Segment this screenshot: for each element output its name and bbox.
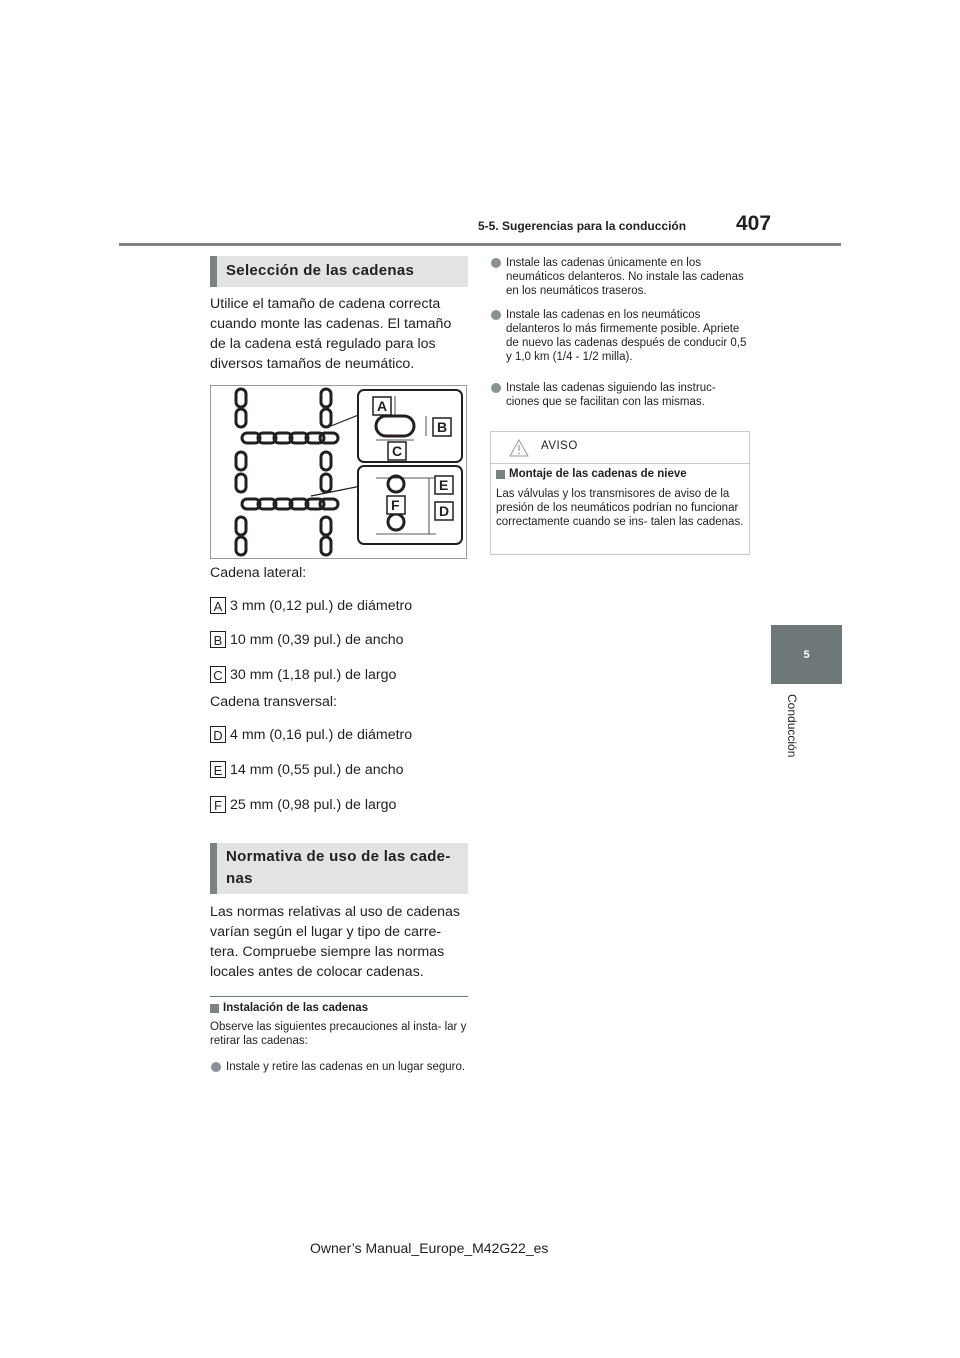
- subsection-divider: [210, 996, 468, 997]
- warning-triangle-icon: [509, 439, 529, 457]
- lateral-label: Cadena lateral:: [210, 565, 307, 581]
- spec-item: [210, 796, 396, 813]
- notice-text: Las válvulas y los transmisores de aviso de la presión de los neumáticos podrían no funcionar correctamente cuando se ins- talen las cadenas.: [496, 488, 744, 528]
- list-item: [491, 381, 751, 409]
- square-bullet-icon: [496, 470, 505, 479]
- footer-text: Owner’s Manual_Europe_M42G22_es: [310, 1240, 549, 1256]
- chapter-tab[interactable]: [771, 625, 842, 684]
- list-item-text: Instale las cadenas siguiendo las instruc- ciones que se facilitan con las mismas.: [506, 382, 716, 408]
- fig-label-d: D: [439, 503, 450, 519]
- chain-figure: [210, 385, 467, 559]
- notice-label: AVISO: [541, 440, 578, 452]
- list-item-text: Instale las cadenas únicamente en los neumáticos delanteros. No instale las cadenas en los neumáticos traseros.: [506, 257, 744, 297]
- transversal-label: Cadena transversal:: [210, 694, 337, 710]
- letter-badge: D: [210, 726, 226, 743]
- notice-subheading-text: Montaje de las cadenas de nieve: [509, 468, 687, 480]
- heading-seleccion: Selección de las cadenas: [210, 256, 468, 287]
- header-divider: [119, 243, 841, 246]
- letter-badge: A: [210, 597, 226, 614]
- subheading-text: Instalación de las cadenas: [223, 1002, 369, 1014]
- fig-label-f: F: [391, 497, 400, 513]
- chapter-number: 5: [803, 648, 810, 661]
- list-item: [491, 308, 751, 364]
- letter-badge: B: [210, 631, 226, 648]
- spec-text: 14 mm (0,55 pul.) de ancho: [230, 761, 404, 778]
- circle-bullet-icon: [491, 258, 501, 268]
- list-item: [211, 1060, 469, 1074]
- fig-label-e: E: [439, 477, 449, 493]
- spec-text: 10 mm (0,39 pul.) de ancho: [230, 631, 404, 648]
- spec-item: [210, 631, 404, 648]
- cross-chain-bottom: [242, 499, 338, 509]
- list-item-text: Instale y retire las cadenas en un lugar seguro.: [226, 1061, 466, 1073]
- section-title: 5-5. Sugerencias para la conducción: [478, 219, 687, 233]
- letter-badge: F: [210, 796, 226, 813]
- spec-item: [210, 597, 412, 614]
- normativa-paragraph: Las normas relativas al uso de cadenas varían según el lugar y tipo de carre- tera. Compruebe siempre las normas locales antes de colocar cadenas.: [210, 904, 460, 980]
- intro-paragraph: Utilice el tamaño de cadena correcta cuando monte las cadenas. El tamaño de la cadena está regulado para los diversos tamaños de neumático.: [210, 296, 452, 372]
- circle-bullet-icon: [211, 1062, 221, 1072]
- subheading-instalacion: [210, 1002, 368, 1014]
- notice-box: [490, 431, 750, 555]
- notice-subheading: [496, 468, 687, 480]
- fig-label-b: B: [437, 419, 448, 435]
- fig-label-a: A: [377, 398, 388, 414]
- spec-text: 30 mm (1,18 pul.) de largo: [230, 666, 397, 683]
- chain-illustration: [211, 386, 466, 558]
- notice-header: [491, 432, 749, 464]
- heading-normativa: [210, 843, 468, 894]
- circle-bullet-icon: [491, 383, 501, 393]
- spec-text: 25 mm (0,98 pul.) de largo: [230, 796, 397, 813]
- letter-badge: E: [210, 761, 226, 778]
- page-number: 407: [736, 212, 772, 235]
- side-chain-right: [321, 389, 331, 555]
- spec-text: 4 mm (0,16 pul.) de diámetro: [230, 726, 413, 743]
- letter-badge: C: [210, 666, 226, 683]
- spec-text: 3 mm (0,12 pul.) de diámetro: [230, 597, 413, 614]
- spec-item: [210, 666, 396, 683]
- square-bullet-icon: [210, 1004, 219, 1013]
- spec-item: [210, 726, 412, 743]
- list-item: [491, 256, 751, 298]
- spec-item: [210, 761, 404, 778]
- heading-normativa-line1: Normativa de uso de las cade-: [226, 848, 451, 865]
- heading-normativa-line2: nas: [226, 870, 253, 887]
- fig-label-c: C: [392, 443, 403, 459]
- list-item-text: Instale las cadenas en los neumáticos delanteros lo más firmemente posible. Apriete de nuevo las cadenas después de conducir 0,5 y 1,0 km (1/4 - 1/2 milla).: [506, 309, 747, 363]
- chapter-label: Conducción: [785, 694, 799, 758]
- side-chain-left: [236, 389, 246, 555]
- cross-chain-top: [242, 433, 338, 443]
- circle-bullet-icon: [491, 310, 501, 320]
- observe-paragraph: Observe las siguientes precauciones al insta- lar y retirar las cadenas:: [210, 1021, 467, 1047]
